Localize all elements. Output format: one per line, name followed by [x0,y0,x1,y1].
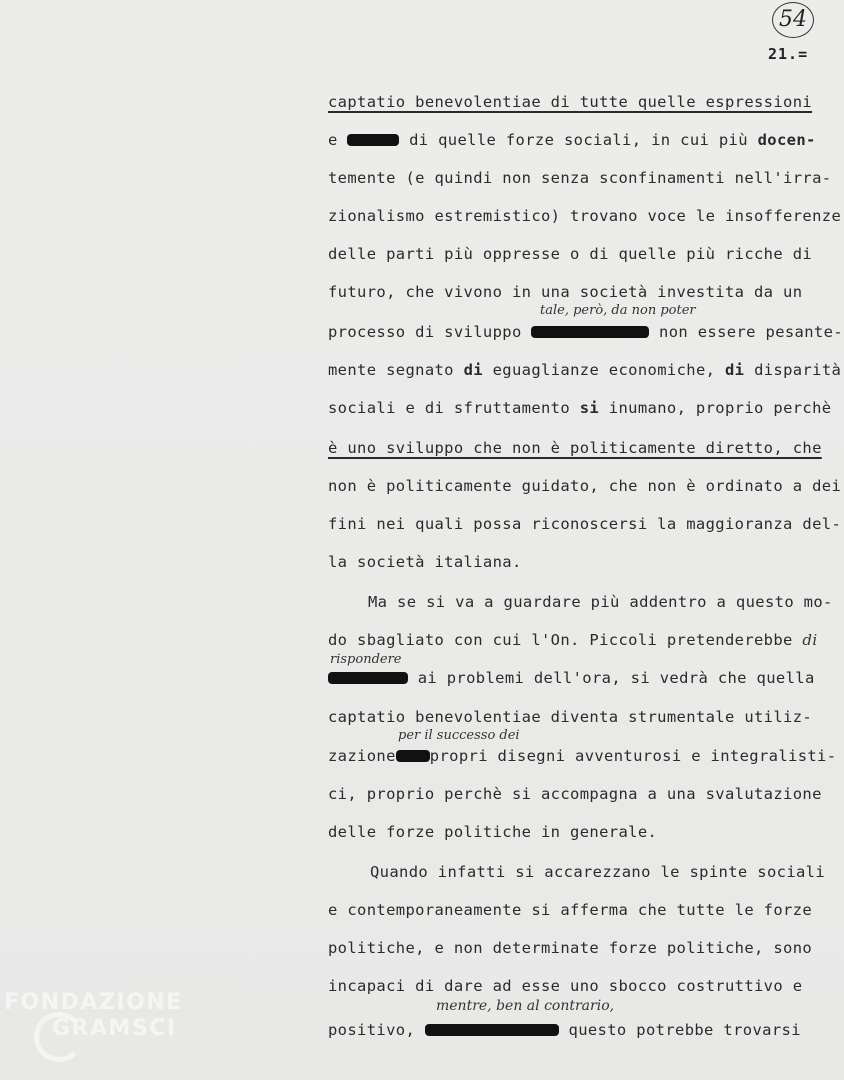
text-line-7-end: non essere pesante- [659,323,843,341]
watermark-logo-icon [34,1012,84,1062]
text-line-18 [328,746,836,766]
text-line-2-prefix: e [328,131,338,149]
text-line-15-content: do sbagliato con cui l'On. Piccoli pretenderebbe [328,631,793,649]
handwritten-note: mentre, ben al contrario, [436,998,615,1014]
text-line-1 [328,92,812,112]
archive-number: 54 [772,2,814,38]
text-line-25 [328,1020,801,1040]
handwritten-word: di [802,631,818,649]
text-line-25-start: positivo, [328,1021,416,1039]
text-line-8-start: mente segnato [328,361,454,379]
watermark-line-2: GRAMSCI [52,1016,177,1041]
handwritten-note: rispondere [330,652,402,667]
text-line-1-content: captatio benevolentiae di tutte quelle espressioni [328,93,813,111]
text-line-17: captatio benevolentiae diventa strumentale utiliz- [328,708,813,726]
text-line-4: zionalismo estremistico) trovano voce le insofferenze [328,207,842,225]
text-line-15 [328,630,818,650]
text-line-18-start: zazione [328,747,396,765]
text-line-6: futuro, che vivono in una società investita da un [328,283,803,301]
text-line-22: e contemporaneamente si afferma che tutte le forze [328,901,813,919]
struck-word: di [463,361,483,379]
text-line-8-end: disparità [754,361,842,379]
text-line-25-end: questo potrebbe trovarsi [568,1021,801,1039]
text-line-24: incapaci di dare ad esse uno sbocco costruttivo e [328,977,803,995]
text-line-16 [328,668,815,688]
text-line-2-content: di quelle forze sociali, in cui più [409,131,748,149]
text-line-7-start: processo di sviluppo [328,323,522,341]
text-line-9-start: sociali e di sfruttamento [328,399,571,417]
text-line-8-mid: eguaglianze economiche, [492,361,716,379]
text-line-19: ci, proprio perchè si accompagna a una svalutazione [328,785,822,803]
archive-watermark [4,990,183,1042]
page-number: 21.= [768,45,809,63]
struck-word: docen- [757,131,816,149]
text-line-18-end: propri disegni avventurosi e integralisti- [429,747,837,765]
redaction-mark [531,326,649,338]
text-line-14: Ma se si va a guardare più addentro a questo mo- [368,593,833,611]
text-line-9 [328,398,831,418]
redaction-mark [396,750,430,762]
redaction-mark [347,134,399,146]
text-line-21: Quando infatti si accarezzano le spinte sociali [370,863,826,881]
handwritten-note: per il successo dei [398,728,520,743]
redaction-mark [425,1024,559,1036]
text-line-16-content: ai problemi dell'ora, si vedrà che quella [417,669,815,687]
text-line-5: delle parti più oppresse o di quelle più ricche di [328,245,813,263]
redaction-mark [328,672,408,684]
text-line-11: non è politicamente guidato, che non è ordinato a dei [328,477,842,495]
struck-word: si [579,399,600,417]
text-line-3: temente (e quindi non senza sconfinamenti nell'irra- [328,169,832,187]
text-line-20: delle forze politiche in generale. [328,823,658,841]
text-line-2 [328,130,816,150]
struck-word: di [725,361,745,379]
text-line-12: fini nei quali possa riconoscersi la maggioranza del- [328,515,842,533]
text-line-8 [328,360,841,380]
watermark-line-1: FONDAZIONE [4,990,183,1015]
text-line-13: la società italiana. [328,553,522,571]
text-line-10-content: è uno sviluppo che non è politicamente diretto, che [328,439,822,457]
text-line-23: politiche, e non determinate forze politiche, sono [328,939,813,957]
text-line-7 [328,322,843,342]
text-line-9-end: inumano, proprio perchè [608,399,832,417]
handwritten-note: tale, però, da non poter [540,303,696,318]
text-line-10 [328,438,822,458]
